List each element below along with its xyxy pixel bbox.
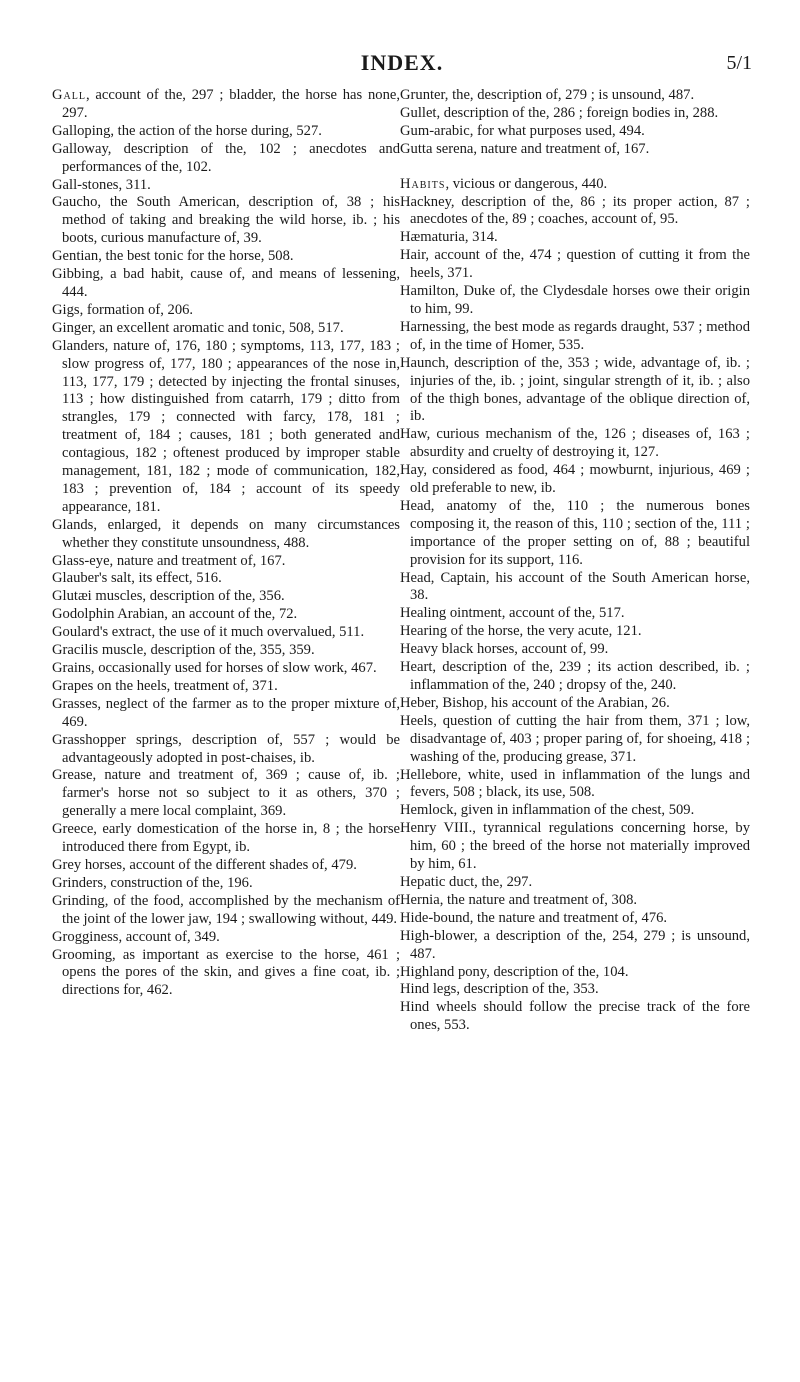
index-entry: Hay, considered as food, 464 ; mowburnt, injurious, 469 ; old preferable to new, ib. <box>400 462 750 497</box>
index-entry: Hackney, description of the, 86 ; its proper action, 87 ; anecdotes of the, 89 ; coaches, account of, 95. <box>400 193 750 228</box>
index-entry: Gall-stones, 311. <box>52 176 151 193</box>
index-entry: Greece, early domestication of the horse in, 8 ; the horse introduced there from Egypt, ib. <box>52 821 400 856</box>
index-entry-lead: Habits <box>400 175 446 192</box>
index-entry: Glands, enlarged, it depends on many circumstances whether they constitute unsoundness, 488. <box>52 516 400 551</box>
index-entry: Gutta serena, nature and treatment of, 167. <box>400 140 650 157</box>
index-entry: Grasses, neglect of the farmer as to the proper mixture of, 469. <box>52 695 400 730</box>
index-entry: Glass-eye, nature and treatment of, 167. <box>52 552 286 569</box>
index-entry: Hearing of the horse, the very acute, 121. <box>400 623 642 640</box>
index-entry: Healing ointment, account of the, 517. <box>400 605 625 622</box>
index-entry: Gracilis muscle, description of the, 355, 359. <box>52 642 315 659</box>
index-entry: Grey horses, account of the different shades of, 479. <box>52 856 357 873</box>
index-entry: Hide-bound, the nature and treatment of, 476. <box>400 909 668 926</box>
index-entry: Gigs, formation of, 206. <box>52 301 194 318</box>
index-entry: Glauber's salt, its effect, 516. <box>52 570 222 587</box>
index-entry: Grasshopper springs, description of, 557 ; would be advantageously adopted in post-chaises, ib. <box>52 731 400 766</box>
index-entry-lead: Gall <box>52 87 86 103</box>
index-entry: Gaucho, the South American, description of, 38 ; his method of taking and breaking the wild horse, ib. ; his boots, curious manufacture of, 39. <box>52 194 400 247</box>
index-entry: Godolphin Arabian, an account of the, 72. <box>52 606 298 623</box>
index-entry: Galloway, description of the, 102 ; anecdotes and performances of the, 102. <box>52 140 400 175</box>
page-title: INDEX. <box>360 50 444 75</box>
index-column-left <box>52 87 400 1000</box>
index-entry: Goulard's extract, the use of it much overvalued, 511. <box>52 624 365 641</box>
index-entry: Highland pony, description of the, 104. <box>400 963 629 980</box>
index-entry: Head, anatomy of the, 110 ; the numerous bones composing it, the reason of this, 110 ; section of the, 111 ; importance of the proper setting on of, 88 ; beautiful provision for its support, 116. <box>400 497 750 568</box>
index-entry: Gum-arabic, for what purposes used, 494. <box>400 122 645 139</box>
index-entry: Heart, description of the, 239 ; its action described, ib. ; inflammation of the, 240 ; dropsy of the, 240. <box>400 659 750 693</box>
index-entry: Hind wheels should follow the precise track of the fore ones, 553. <box>400 999 750 1034</box>
page-number: 5/1 <box>726 52 752 74</box>
index-entry: Grogginess, account of, 349. <box>52 928 220 945</box>
index-entry: Hellebore, white, used in inflammation of the lungs and fevers, 508 ; black, its use, 508. <box>400 766 750 801</box>
index-entry: Heber, Bishop, his account of the Arabian, 26. <box>400 694 670 711</box>
index-entry <box>400 176 750 194</box>
index-entry: Hair, account of the, 474 ; question of cutting it from the heels, 371. <box>400 247 750 282</box>
index-entry: Hamilton, Duke of, the Clydesdale horses owe their origin to him, 99. <box>400 283 750 317</box>
index-entry-text: , account of the, 297 ; bladder, the horse has none, 297. <box>62 87 400 121</box>
index-entry: Harnessing, the best mode as regards draught, 537 ; method of, in the time of Homer, 535. <box>400 318 750 353</box>
index-entry: Ginger, an excellent aromatic and tonic, 508, 517. <box>52 319 344 336</box>
index-entry: Hæmaturia, 314. <box>400 229 498 246</box>
index-entry: Hepatic duct, the, 297. <box>400 873 533 890</box>
index-entry: Grooming, as important as exercise to the horse, 461 ; opens the pores of the skin, and gives a fine coat, ib. ; directions for, 462. <box>52 946 400 999</box>
index-entry: Henry VIII., tyrannical regulations concerning horse, by him, 60 ; the breed of the horse not materially improved by him, 61. <box>400 820 750 873</box>
index-entry: High-blower, a description of the, 254, 279 ; is unsound, 487. <box>400 927 750 962</box>
page-header <box>52 50 752 80</box>
index-entry <box>52 87 400 123</box>
index-entry: Grapes on the heels, treatment of, 371. <box>52 677 278 694</box>
index-entry: Head, Captain, his account of the South American horse, 38. <box>400 569 750 604</box>
index-entry: Gentian, the best tonic for the horse, 508. <box>52 248 294 265</box>
index-entry: Hernia, the nature and treatment of, 308. <box>400 891 638 908</box>
index-entry-text: , vicious or dangerous, 440. <box>445 175 608 192</box>
index-entry: Glanders, nature of, 176, 180 ; symptoms, 113, 177, 183 ; slow progress of, 177, 180 ; appearances of the nose in, 113, 177, 179 ; detected by injecting the frontal sinuses, 113 ; how distinguished from catarrh, 179 ; ditto from strangles, 179 ; connected with farcy, 178, 181 ; treatment of, 184 ; causes, 181 ; both generated and contagious, 182 ; oftenest produced by improper stable management, 181, 182 ; mode of communication, 182, 183 ; prevention of, 184 ; account of its speedy appearance, 181. <box>52 337 400 515</box>
index-entry: Galloping, the action of the horse during, 527. <box>52 122 322 139</box>
index-entry: Grinders, construction of the, 196. <box>52 874 253 891</box>
index-column-right <box>400 87 750 1035</box>
index-entry: Glutæi muscles, description of the, 356. <box>52 588 285 605</box>
index-entry: Haunch, description of the, 353 ; wide, advantage of, ib. ; injuries of the, ib. ; joint, singular strength of it, ib. ; also of the thigh bones, advantage of the oblique direction of, ib. <box>400 354 750 425</box>
index-entry: Hemlock, given in inflammation of the chest, 509. <box>400 802 695 819</box>
index-entry: Gullet, description of the, 286 ; foreign bodies in, 288. <box>400 104 719 121</box>
index-entry: Heavy black horses, account of, 99. <box>400 641 609 658</box>
index-entry: Hind legs, description of the, 353. <box>400 981 599 998</box>
index-entry: Grains, occasionally used for horses of slow work, 467. <box>52 660 377 676</box>
index-entry: Grinding, of the food, accomplished by the mechanism of the joint of the lower jaw, 194 ; swallowing without, 449. <box>52 892 400 927</box>
index-entry: Gibbing, a bad habit, cause of, and means of lessening, 444. <box>52 266 400 300</box>
index-entry: Grunter, the, description of, 279 ; is unsound, 487. <box>400 87 695 103</box>
index-entry: Grease, nature and treatment of, 369 ; cause of, ib. ; farmer's horse not so subject to it as others, 370 ; generally a mere local complaint, 369. <box>52 767 400 820</box>
index-entry: Haw, curious mechanism of the, 126 ; diseases of, 163 ; absurdity and cruelty of destroying it, 127. <box>400 426 750 461</box>
index-entry: Heels, question of cutting the hair from them, 371 ; low, disadvantage of, 403 ; proper paring of, for shoeing, 418 ; washing of the, producing grease, 371. <box>400 712 750 765</box>
